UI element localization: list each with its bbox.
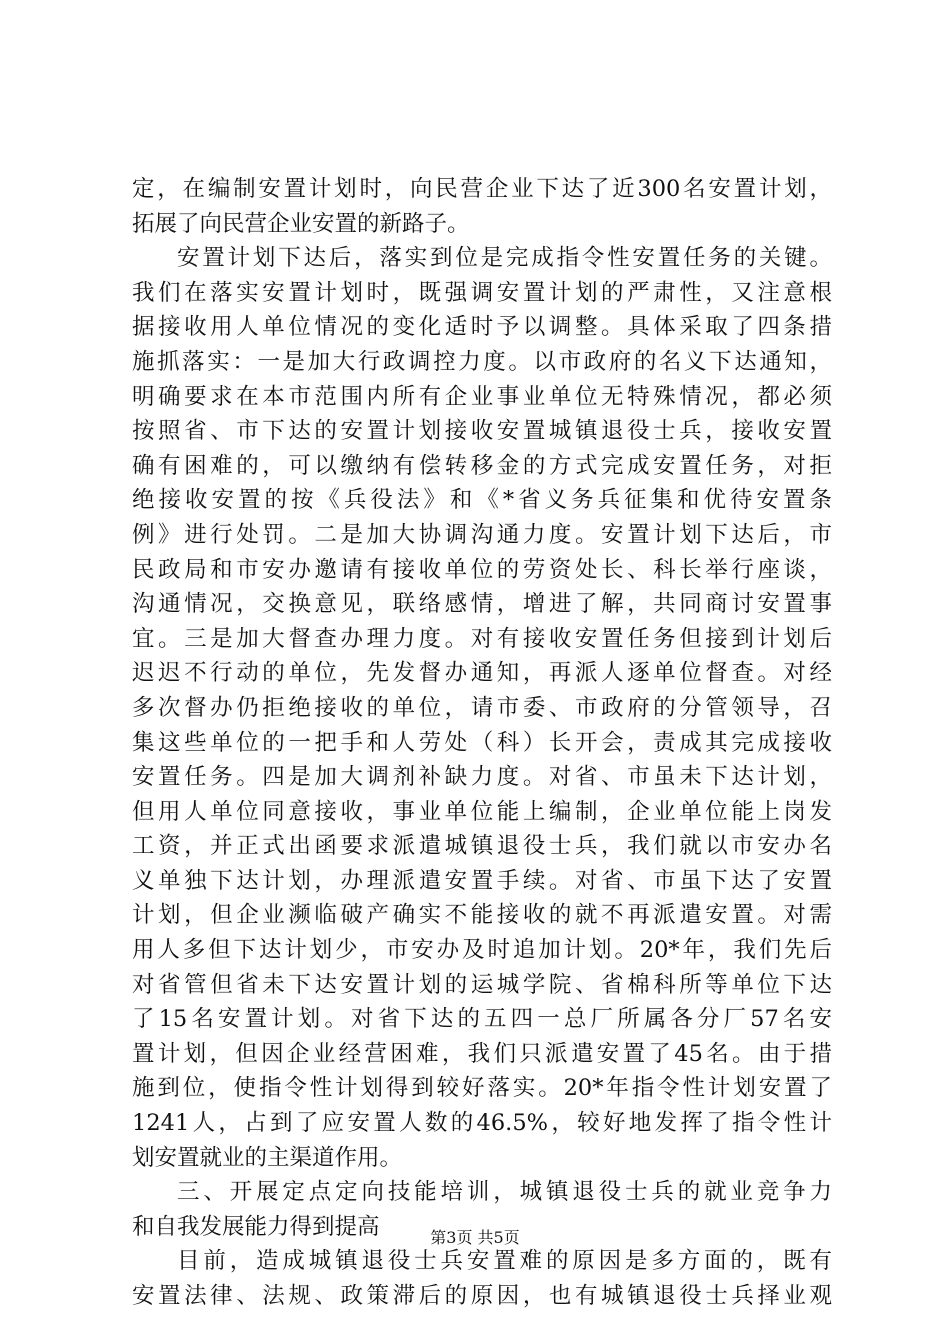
text-line: 绝接收安置的按《兵役法》和《*省义务兵征集和优待安置条: [132, 487, 832, 514]
text-line: 多次督办仍拒绝接收的单位，请市委、市政府的分管领导，召: [132, 694, 832, 721]
text-line: 计划，但企业濒临破产确实不能接收的就不再派遣安置。对需: [132, 902, 832, 929]
text-line: 拓展了向民营企业安置的新路子。: [132, 210, 470, 237]
text-line: 安置法律、法规、政策滞后的原因，也有城镇退役士兵择业观: [132, 1283, 832, 1309]
text-line: 宜。三是加大督查办理力度。对有接收安置任务但接到计划后: [132, 625, 832, 652]
text-line: 集这些单位的一把手和人劳处（科）长开会，责成其完成接收: [132, 729, 832, 756]
text-line: 对省管但省未下达安置计划的运城学院、省棉科所等单位下达: [132, 971, 832, 998]
section-heading-line: 和自我发展能力得到提高: [132, 1213, 380, 1240]
section-heading-line: 三、开展定点定向技能培训，城镇退役士兵的就业竞争力: [177, 1179, 832, 1206]
text-line: 1241人，占到了应安置人数的46.5%，较好地发挥了指令性计: [132, 1110, 832, 1137]
page-footer: 第3页 共5页: [430, 1228, 520, 1247]
text-line: 了15名安置计划。对省下达的五四一总厂所属各分厂57名安: [132, 1006, 832, 1033]
text-line: 安置任务。四是加大调剂补缺力度。对省、市虽未下达计划，: [132, 764, 832, 791]
text-line: 沟通情况，交换意见，联络感情，增进了解，共同商讨安置事: [132, 591, 832, 618]
text-line: 迟迟不行动的单位，先发督办通知，再派人逐单位督查。对经: [132, 660, 832, 687]
text-line: 划安置就业的主渠道作用。: [132, 1144, 403, 1171]
text-line: 用人多但下达计划少，市安办及时追加计划。20*年，我们先后: [132, 937, 832, 964]
body-text: [132, 172, 832, 1314]
text-line: 据接收用人单位情况的变化适时予以调整。具体采取了四条措: [132, 314, 832, 341]
text-line: 按照省、市下达的安置计划接收安置城镇退役士兵，接收安置: [132, 418, 832, 445]
text-line: 置计划，但因企业经营困难，我们只派遣安置了45名。由于措: [132, 1040, 832, 1067]
text-line: 工资，并正式出函要求派遣城镇退役士兵，我们就以市安办名: [132, 833, 832, 860]
text-line: 定，在编制安置计划时，向民营企业下达了近300名安置计划，: [132, 176, 832, 202]
text-line: 民政局和市安办邀请有接收单位的劳资处长、科长举行座谈，: [132, 556, 832, 583]
text-line: 义单独下达计划，办理派遣安置手续。对省、市虽下达了安置: [132, 867, 832, 894]
text-line: 安置计划下达后，落实到位是完成指令性安置任务的关键。: [177, 245, 832, 272]
text-line: 但用人单位同意接收，事业单位能上编制，企业单位能上岗发: [132, 798, 832, 825]
text-line: 确有困难的，可以缴纳有偿转移金的方式完成安置任务，对拒: [132, 452, 832, 479]
text-line: 例》进行处罚。二是加大协调沟通力度。安置计划下达后，市: [132, 521, 832, 548]
text-line: 目前，造成城镇退役士兵安置难的原因是多方面的，既有: [177, 1248, 832, 1275]
text-line: 我们在落实安置计划时，既强调安置计划的严肃性，又注意根: [132, 279, 832, 306]
text-line: 施抓落实：一是加大行政调控力度。以市政府的名义下达通知，: [132, 348, 832, 375]
text-line: 明确要求在本市范围内所有企业事业单位无特殊情况，都必须: [132, 383, 832, 410]
text-line: 施到位，使指令性计划得到较好落实。20*年指令性计划安置了: [132, 1075, 832, 1102]
